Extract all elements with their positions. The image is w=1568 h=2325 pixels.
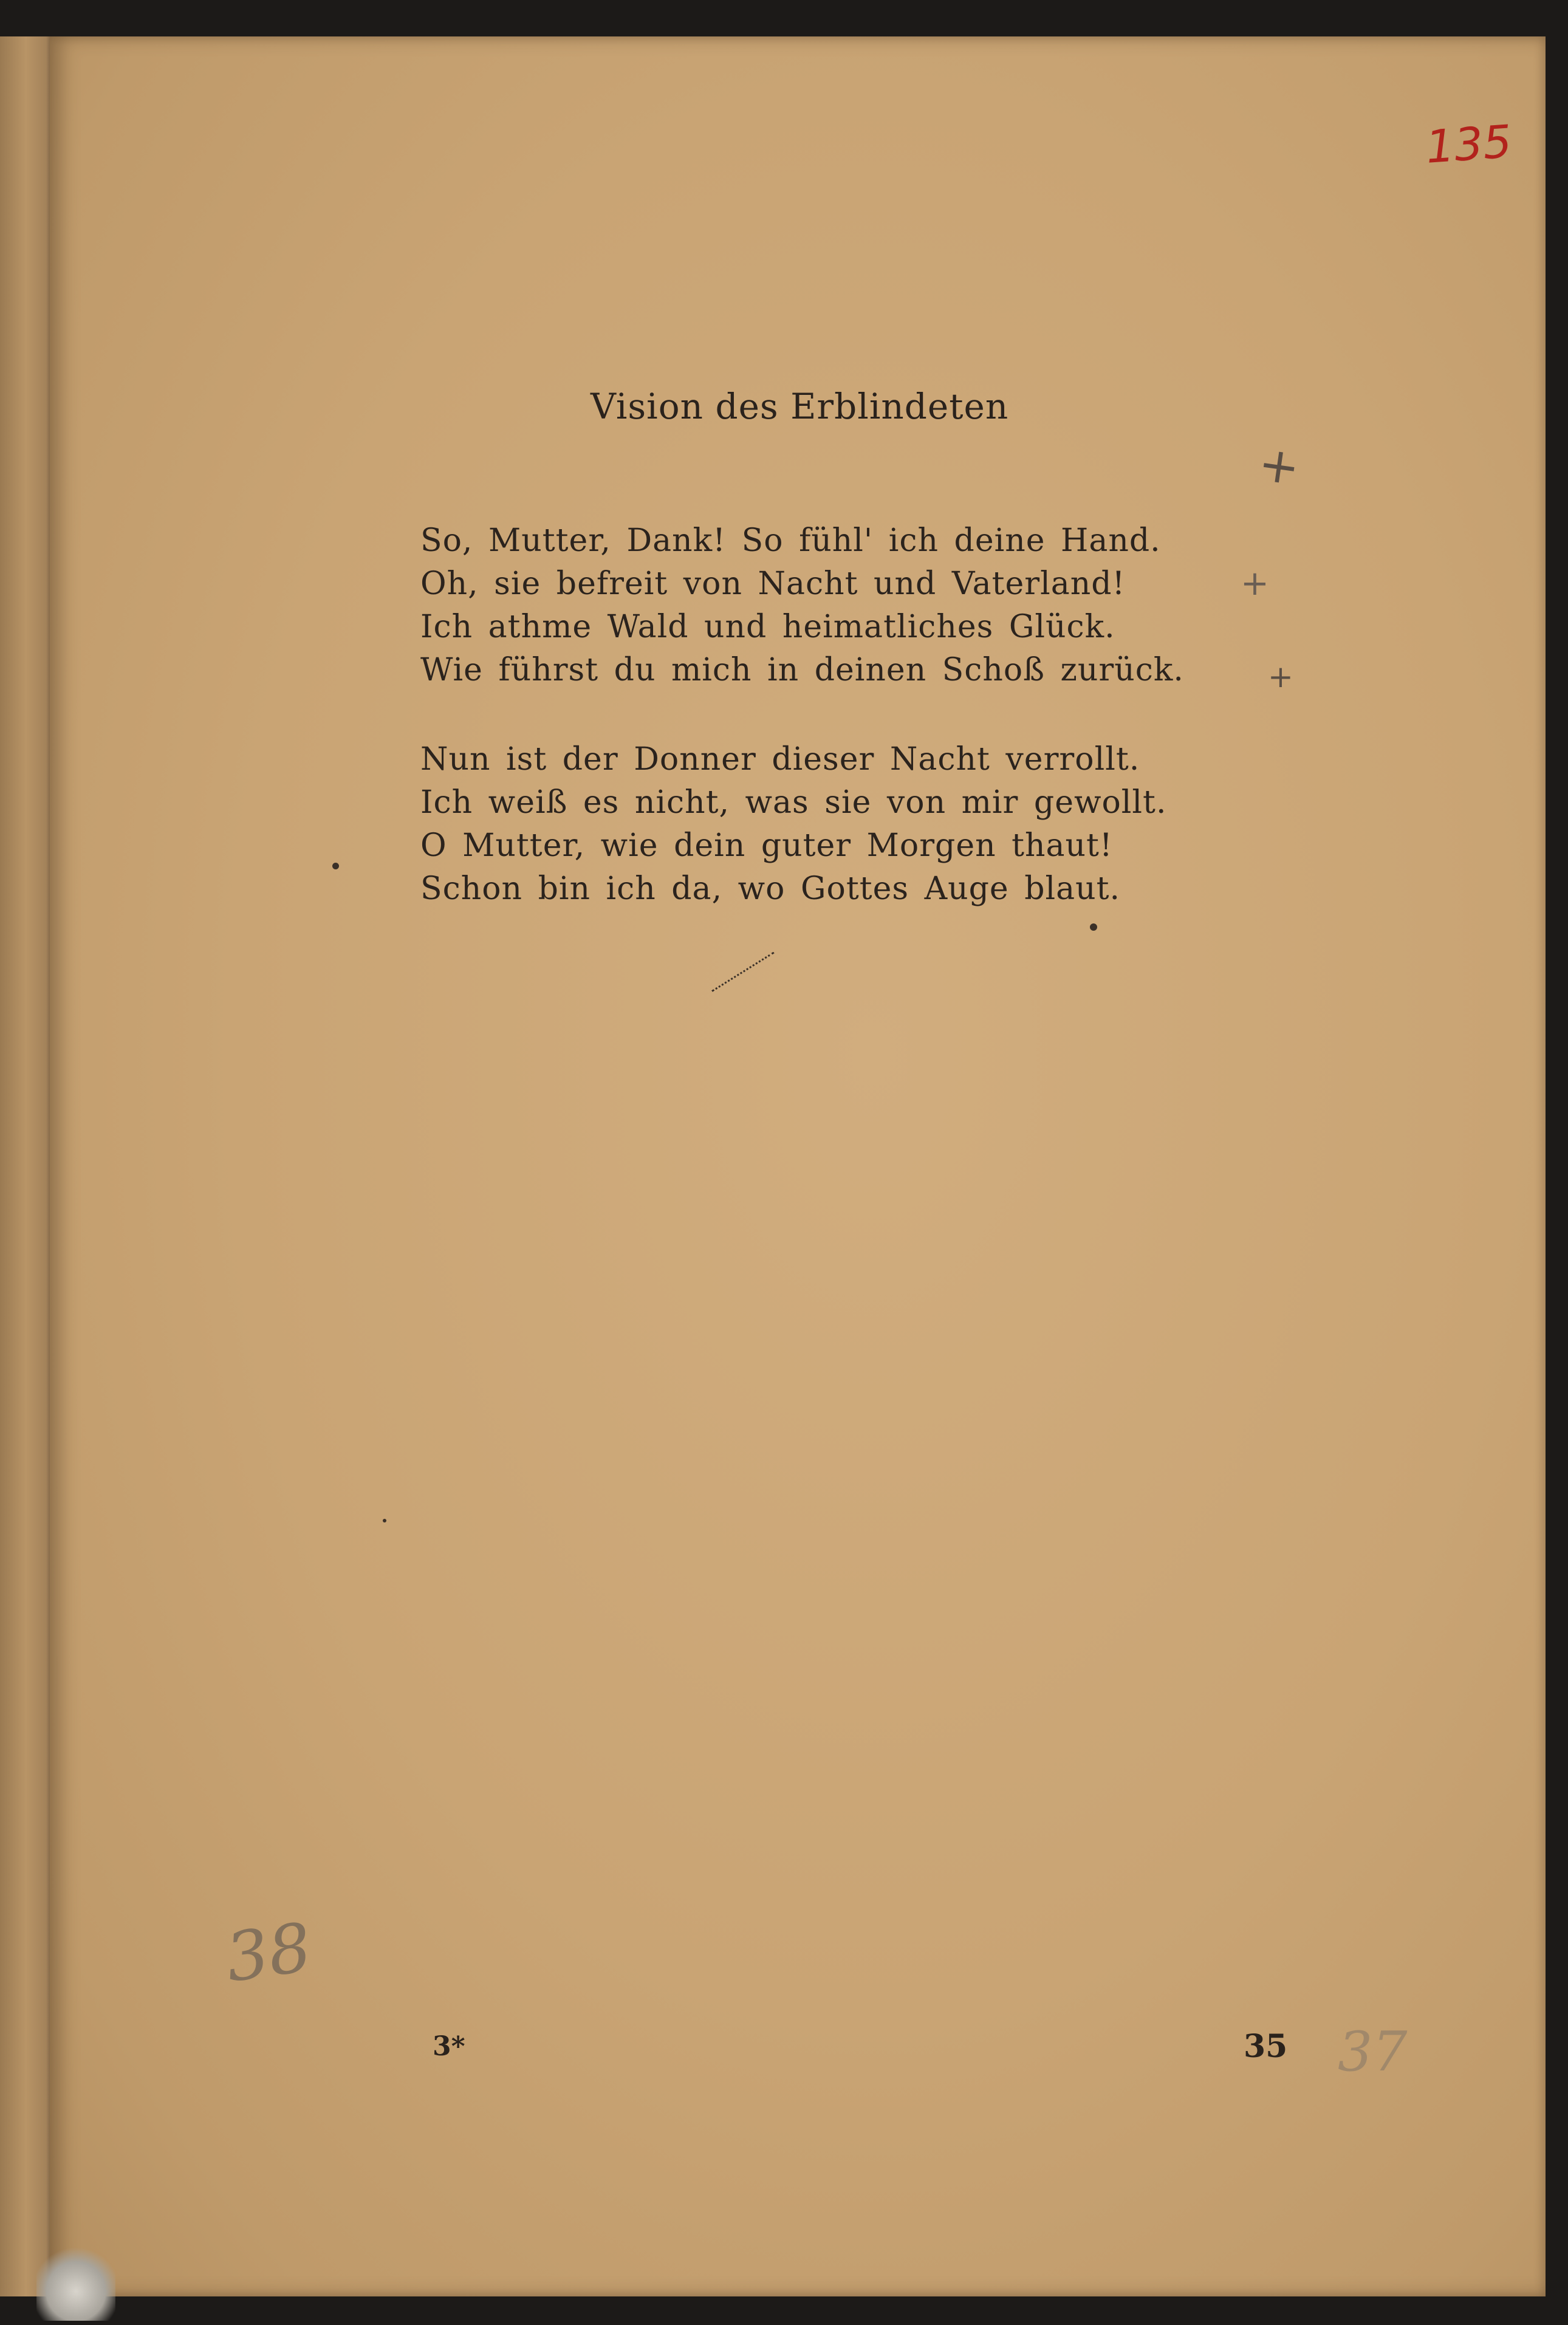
left-page-edge [0, 36, 58, 2296]
stanza-2 [420, 738, 1166, 911]
stanza-1 [420, 519, 1184, 692]
printed-page-number: 35 [1244, 2028, 1288, 2065]
pencil-cross-mark: + [1255, 434, 1304, 497]
pencil-cross-mark: + [1241, 564, 1269, 603]
ink-speck [1090, 923, 1097, 931]
ink-speck [332, 863, 339, 869]
verse-line: Ich athme Wald und heimatliches Glück. [420, 609, 1115, 645]
pencil-stroke [711, 952, 774, 992]
worn-binding-corner [36, 2248, 115, 2321]
poem-title-text: Vision des Erblindeten [591, 386, 1009, 427]
pencil-annotation: 37 [1338, 2020, 1408, 2084]
pencil-annotation: 38 [221, 1908, 317, 1998]
ink-speck [383, 1519, 386, 1522]
verse-line: Oh, sie befreit von Nacht und Vaterland! [420, 566, 1126, 602]
archive-page-number: 135 [1424, 115, 1514, 174]
verse-line: Nun ist der Donner dieser Nacht verrollt. [420, 741, 1140, 778]
book-page [50, 36, 1546, 2296]
verse-line: Schon bin ich da, wo Gottes Auge blaut. [420, 871, 1121, 907]
verse-line: O Mutter, wie dein guter Morgen thaut! [420, 827, 1113, 864]
verse-line: Ich weiß es nicht, was sie von mir gewollt. [420, 784, 1167, 821]
pencil-cross-mark: + [1268, 659, 1293, 694]
verse-line: Wie führst du mich in deinen Schoß zurück. [420, 652, 1184, 688]
verse-line: So, Mutter, Dank! So fühl' ich deine Hand. [420, 522, 1161, 559]
signature-mark: 3* [433, 2031, 465, 2062]
